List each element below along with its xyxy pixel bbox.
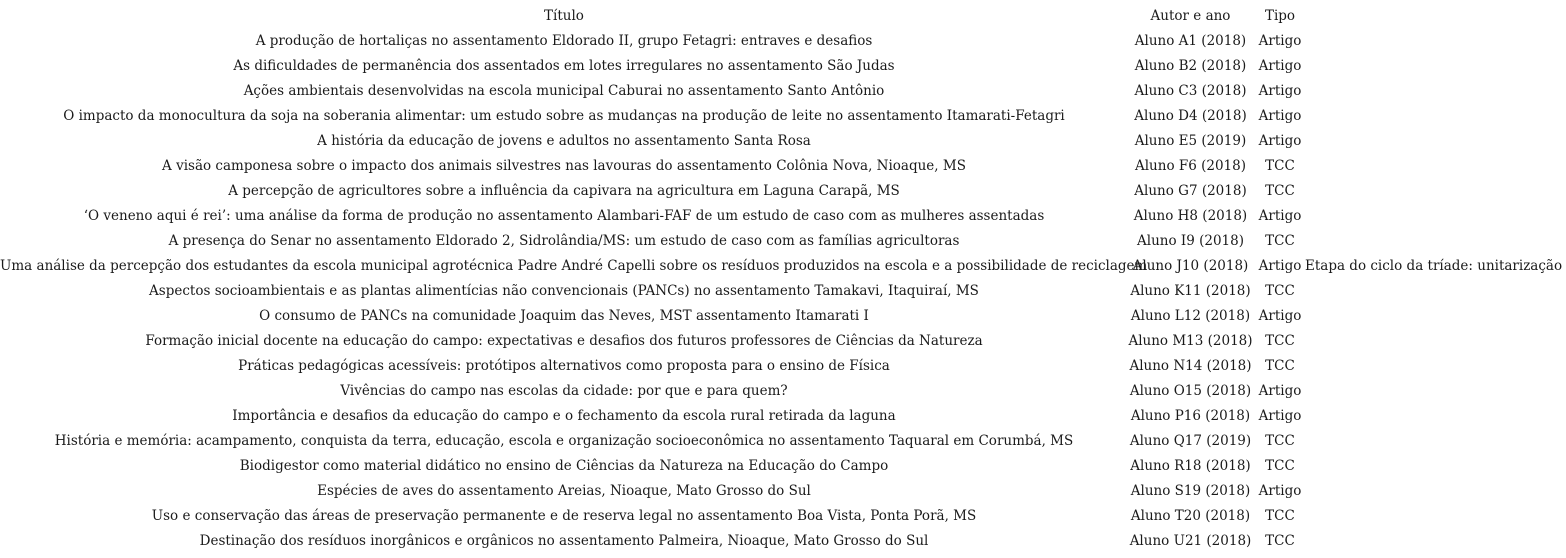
row-author-year: Aluno I9 (2018) (1137, 233, 1244, 249)
row-type: Artigo (1258, 33, 1302, 49)
row-author-year: Aluno H8 (2018) (1133, 208, 1248, 224)
row-type: TCC (1265, 158, 1295, 174)
row-author-year: Aluno F6 (2018) (1134, 158, 1246, 174)
row-title: Formação inicial docente na educação do campo: expectativas e desafios dos futuros professores de Ciências da Natureza (145, 333, 983, 349)
row-title: O impacto da monocultura da soja na soberania alimentar: um estudo sobre as mudanças na produção de leite no assentamento Itamarati-Fetagri (63, 108, 1065, 124)
table-row (0, 304, 1566, 329)
table-row (0, 379, 1566, 404)
table-row (0, 204, 1566, 229)
row-title: Uma análise da percepção dos estudantes da escola municipal agrotécnica Padre André Capelli sobre os resíduos produzidos na escola e a possibilidade de reciclagem (0, 258, 1148, 274)
row-type: Artigo (1258, 258, 1302, 274)
table-row (0, 54, 1566, 79)
table-row (0, 454, 1566, 479)
table-row (0, 529, 1566, 554)
table-row (0, 479, 1566, 504)
row-title: ‘O veneno aqui é rei’: uma análise da forma de produção no assentamento Alambari-FAF de um estudo de caso com as mulheres assentadas (83, 208, 1045, 224)
row-title: A produção de hortaliças no assentamento Eldorado II, grupo Fetagri: entraves e desafios (255, 33, 873, 49)
table-row (0, 229, 1566, 254)
row-title: A história da educação de jovens e adultos no assentamento Santa Rosa (317, 133, 811, 149)
row-author-year: Aluno A1 (2018) (1134, 33, 1247, 49)
row-type: TCC (1265, 458, 1295, 474)
row-title: Destinação dos resíduos inorgânicos e orgânicos no assentamento Palmeira, Nioaque, Mato Grosso do Sul (199, 533, 929, 549)
row-type: Artigo (1258, 483, 1302, 499)
row-type: TCC (1265, 233, 1295, 249)
row-author-year: Aluno K11 (2018) (1130, 283, 1251, 299)
row-note: Etapa do ciclo da tríade: unitarização (1305, 258, 1563, 274)
table-row (0, 154, 1566, 179)
row-title: História e memória: acampamento, conquista da terra, educação, escola e organização socioeconômica no assentamento Taquaral em Corumbá, MS (54, 433, 1074, 449)
row-author-year: Aluno B2 (2018) (1134, 58, 1247, 74)
table-row (0, 429, 1566, 454)
row-author-year: Aluno U21 (2018) (1129, 533, 1252, 549)
row-author-year: Aluno E5 (2019) (1134, 133, 1247, 149)
row-type: TCC (1265, 283, 1295, 299)
row-author-year: Aluno Q17 (2019) (1129, 433, 1252, 449)
table-row (0, 254, 1566, 279)
table-row (0, 179, 1566, 204)
row-author-year: Aluno S19 (2018) (1130, 483, 1251, 499)
row-type: Artigo (1258, 408, 1302, 424)
row-author-year: Aluno G7 (2018) (1134, 183, 1247, 199)
header-row (0, 4, 1566, 29)
row-author-year: Aluno L12 (2018) (1130, 308, 1251, 324)
row-type: TCC (1265, 433, 1295, 449)
row-author-year: Aluno R18 (2018) (1130, 458, 1251, 474)
row-title: Biodigestor como material didático no ensino de Ciências da Natureza na Educação do Campo (239, 458, 889, 474)
row-type: Artigo (1258, 208, 1302, 224)
table-row (0, 279, 1566, 304)
row-author-year: Aluno P16 (2018) (1130, 408, 1251, 424)
row-title: Importância e desafios da educação do campo e o fechamento da escola rural retirada da laguna (232, 408, 896, 424)
row-author-year: Aluno D4 (2018) (1134, 108, 1247, 124)
row-author-year: Aluno T20 (2018) (1130, 508, 1251, 524)
row-type: Artigo (1258, 58, 1302, 74)
row-type: TCC (1265, 508, 1295, 524)
row-title: A percepção de agricultores sobre a influência da capivara na agricultura em Laguna Carapã, MS (228, 183, 900, 199)
row-type: TCC (1265, 358, 1295, 374)
column-header-title: Título (544, 8, 584, 24)
table-row (0, 104, 1566, 129)
row-type: Artigo (1258, 383, 1302, 399)
row-type: TCC (1265, 533, 1295, 549)
row-title: Práticas pedagógicas acessíveis: protótipos alternativos como proposta para o ensino de Física (238, 358, 890, 374)
table-row (0, 354, 1566, 379)
row-author-year: Aluno M13 (2018) (1128, 333, 1253, 349)
table-row (0, 129, 1566, 154)
row-title: O consumo de PANCs na comunidade Joaquim das Neves, MST assentamento Itamarati I (259, 308, 869, 324)
row-author-year: Aluno N14 (2018) (1129, 358, 1252, 374)
row-type: Artigo (1258, 308, 1302, 324)
row-type: Artigo (1258, 133, 1302, 149)
row-title: As dificuldades de permanência dos assentados em lotes irregulares no assentamento São Judas (233, 58, 895, 74)
row-type: Artigo (1258, 83, 1302, 99)
row-title: A visão camponesa sobre o impacto dos animais silvestres nas lavouras do assentamento Colônia Nova, Nioaque, MS (162, 158, 966, 174)
row-type: TCC (1265, 333, 1295, 349)
row-author-year: Aluno J10 (2018) (1132, 258, 1249, 274)
column-header-author-year: Autor e ano (1150, 8, 1231, 24)
row-author-year: Aluno O15 (2018) (1129, 383, 1252, 399)
row-title: Ações ambientais desenvolvidas na escola municipal Caburai no assentamento Santo Antônio (243, 83, 885, 99)
table-row (0, 29, 1566, 54)
row-title: Espécies de aves do assentamento Areias, Nioaque, Mato Grosso do Sul (317, 483, 811, 499)
row-title: A presença do Senar no assentamento Eldorado 2, Sidrolândia/MS: um estudo de caso com as famílias agricultoras (168, 233, 960, 249)
table-row (0, 404, 1566, 429)
row-type: TCC (1265, 183, 1295, 199)
table-row (0, 329, 1566, 354)
row-title: Vivências do campo nas escolas da cidade: por que e para quem? (340, 383, 788, 399)
column-header-type: Tipo (1264, 8, 1296, 24)
table-row (0, 79, 1566, 104)
row-title: Aspectos socioambientais e as plantas alimentícias não convencionais (PANCs) no assentamento Tamakavi, Itaquiraí, MS (149, 283, 979, 299)
table-row (0, 504, 1566, 529)
row-author-year: Aluno C3 (2018) (1134, 83, 1247, 99)
row-type: Artigo (1258, 108, 1302, 124)
row-title: Uso e conservação das áreas de preservação permanente e de reserva legal no assentamento Boa Vista, Ponta Porã, MS (151, 508, 977, 524)
